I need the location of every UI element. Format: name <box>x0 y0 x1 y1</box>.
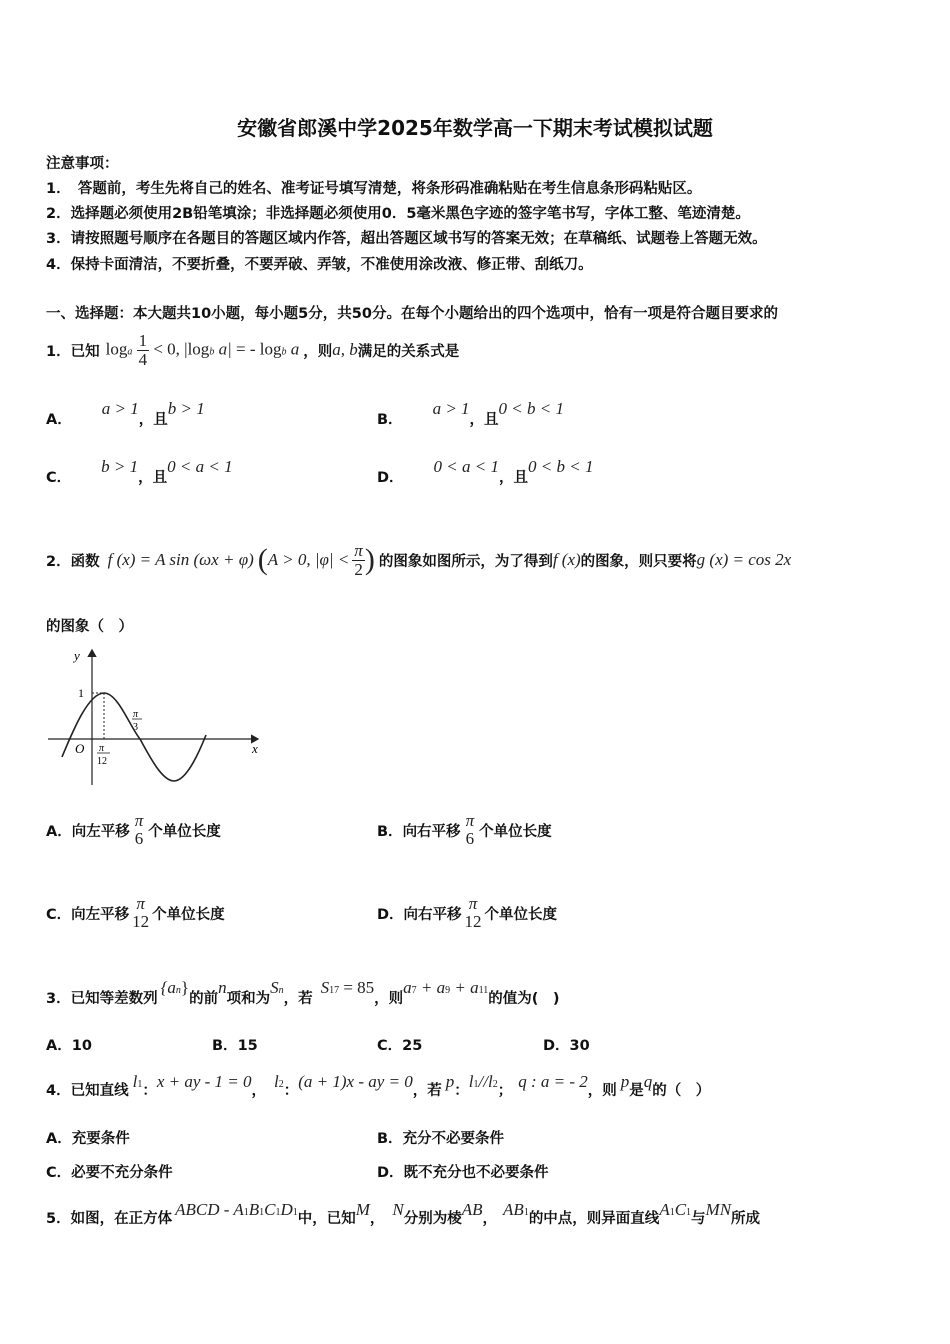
q2-option-a[interactable]: A． 向左平移 π 6 个单位长度 <box>46 811 221 848</box>
q1-formula: loga $\frac{1}{4}$ < 0, |logb a| = - logb a <box>105 330 300 369</box>
notice-item-1: 1． 答题前，考生先将自己的姓名、准考证号填写清楚，将条形码准确粘贴在考生信息条形码粘贴区。 <box>46 181 702 197</box>
q3-number: 3．已知等差数列 <box>46 991 158 1007</box>
tick-pi-3-den: 3 <box>133 722 138 733</box>
q3-option-a[interactable]: A．10 <box>46 1038 92 1054</box>
tick-pi-3-num: π <box>133 709 139 720</box>
question-2: 2．函数 f (x) = A sin (ωx + φ) ( A > 0, |φ| < $\frac{\pi}{2}$ ) 的图象如图所示，为了得到 f (x) 的图象，则只要将 g (x) = cos 2x <box>46 540 792 579</box>
q5-number: 5．如图，在正方体 <box>46 1211 173 1227</box>
question-3: 3．已知等差数列 {an} 的前 n 项和为 Sn ，若 S17 = 85 ，则 a7 + a9 + a11 的值为( ) <box>46 978 560 1007</box>
section-heading: 一、选择题：本大题共10小题，每小题5分，共50分。在每个小题给出的四个选项中，恰有一项是符合题目要求的 <box>46 306 778 322</box>
q3-option-c[interactable]: C．25 <box>377 1038 423 1054</box>
y-tick-one: 1 <box>78 686 84 700</box>
q2-option-b[interactable]: B． 向右平移 π 6 个单位长度 <box>377 811 552 848</box>
question-5: 5．如图，在正方体 ABCD - A1B1C1D1 中，已知 M ， N 分别为棱 AB ， AB1 的中点，则异面直线 A1C1 与 MN 所成 <box>46 1200 761 1227</box>
q2-number: 2．函数 <box>46 553 100 570</box>
q2-option-d[interactable]: D． 向右平移 π 12 个单位长度 <box>377 894 558 931</box>
q1-option-d[interactable]: D． 0 < a < 1 ，且 0 < b < 1 <box>377 457 594 486</box>
question-4: 4．已知直线 l1 ： x + ay - 1 = 0 ， l2 ： (a + 1)x - ay = 0 ，若 p ： l1//l2 ； q : a = - 2 ，则 p 是 q 的（ ） <box>46 1072 711 1099</box>
q3-option-b[interactable]: B．15 <box>212 1038 258 1054</box>
y-label: y <box>74 648 80 663</box>
q4-option-c[interactable]: C．必要不充分条件 <box>46 1165 173 1181</box>
notice-item-2: 2．选择题必须使用2B铅笔填涂；非选择题必须使用0．5毫米黑色字迹的签字笔书写，字体工整、笔迹清楚。 <box>46 206 750 222</box>
notice-item-3: 3．请按照题号顺序在各题目的答题区域内作答，超出答题区域书写的答案无效；在草稿纸、试题卷上答题无效。 <box>46 231 767 247</box>
q1-number: 1．已知 <box>46 343 100 360</box>
q1-option-b[interactable]: B． a > 1 ，且 0 < b < 1 <box>377 399 564 428</box>
x-label: x <box>252 741 258 756</box>
q2-continuation: 的图象（ ） <box>46 619 133 635</box>
q2-graph <box>44 645 266 787</box>
notice-item-4: 4．保持卡面清洁，不要折叠，不要弄破、弄皱，不准使用涂改液、修正带、刮纸刀。 <box>46 257 593 273</box>
q3-option-d[interactable]: D．30 <box>543 1038 590 1054</box>
q4-option-d[interactable]: D．既不充分也不必要条件 <box>377 1165 549 1181</box>
notice-heading: 注意事项： <box>46 156 119 172</box>
q1-option-c[interactable]: C． b > 1 ，且 0 < a < 1 <box>46 457 233 486</box>
q4-option-b[interactable]: B．充分不必要条件 <box>377 1131 505 1147</box>
origin-label: O <box>75 741 85 756</box>
q2-option-c[interactable]: C． 向左平移 π 12 个单位长度 <box>46 894 225 931</box>
q4-number: 4．已知直线 <box>46 1083 129 1099</box>
q4-option-a[interactable]: A．充要条件 <box>46 1131 130 1147</box>
tick-pi-12-num: π <box>99 743 105 754</box>
page-title: 安徽省郎溪中学2025年数学高一下期末考试模拟试题 <box>237 116 713 140</box>
q1-option-a[interactable]: A． a > 1 ，且 b > 1 <box>46 399 205 428</box>
sine-curve <box>62 693 206 781</box>
tick-pi-12-den: 12 <box>97 756 107 767</box>
question-1: 1．已知 loga $\frac{1}{4}$ < 0, |logb a| = - logb a ，则 a, b 满足的关系式是 <box>46 330 460 369</box>
